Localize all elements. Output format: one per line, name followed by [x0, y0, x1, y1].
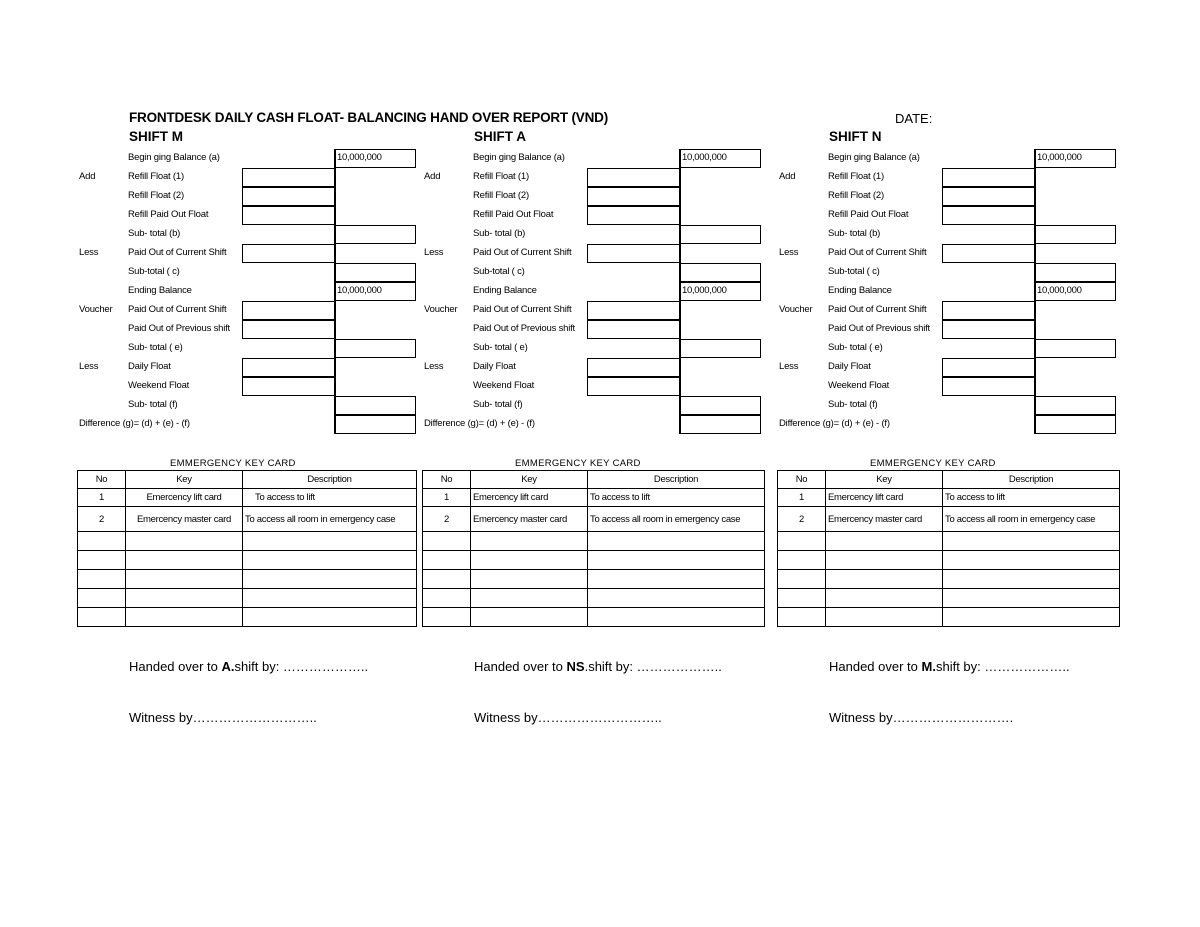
- table-cell: To access to lift: [243, 489, 417, 507]
- row-label: Refill Float (1): [828, 171, 884, 182]
- amount-input-box[interactable]: [587, 168, 681, 187]
- table-cell-empty[interactable]: [943, 551, 1120, 570]
- table-cell-empty[interactable]: [243, 608, 417, 627]
- table-cell-empty[interactable]: [126, 551, 243, 570]
- table-cell-empty[interactable]: [423, 570, 471, 589]
- subtotal-box[interactable]: [679, 396, 761, 415]
- table-row-empty: [423, 551, 765, 570]
- amount-input-box[interactable]: [587, 358, 681, 377]
- table-cell-empty[interactable]: [588, 589, 765, 608]
- table-cell: Emercency lift card: [471, 489, 588, 507]
- side-label-less: Less: [424, 247, 444, 258]
- table-cell: Emercency lift card: [126, 489, 243, 507]
- amount-input-box[interactable]: [242, 358, 336, 377]
- table-row: [778, 489, 1120, 507]
- date-label: DATE:: [895, 111, 933, 126]
- table-row-empty: [423, 608, 765, 627]
- table-row-empty: [423, 589, 765, 608]
- row-label: Ending Balance: [128, 285, 192, 296]
- row-label: Refill Float (2): [128, 190, 184, 201]
- ending-balance-box[interactable]: 10,000,000: [1034, 282, 1116, 301]
- handover-shift: M.: [921, 659, 936, 674]
- table-cell-empty[interactable]: [471, 589, 588, 608]
- handover-suffix: .shift by: ………………..: [584, 659, 722, 674]
- handover-suffix: shift by: ………………..: [935, 659, 1070, 674]
- row-label: Sub-total ( c): [828, 266, 880, 277]
- row-label: Sub- total (f): [128, 399, 178, 410]
- emergency-key-card-table: [77, 470, 417, 627]
- table-cell-empty[interactable]: [423, 551, 471, 570]
- column-header-description: Description: [943, 471, 1120, 489]
- handover-shift: A.: [221, 659, 235, 674]
- handover-prefix: Handed over to: [474, 659, 567, 674]
- table-cell-empty[interactable]: [588, 551, 765, 570]
- table-row: [423, 507, 765, 532]
- table-cell: 1: [423, 489, 471, 507]
- table-cell: 2: [423, 507, 471, 532]
- row-label: Paid Out of Current Shift: [473, 304, 572, 315]
- row-label: Paid Out of Current Shift: [828, 304, 927, 315]
- row-label: Sub- total ( e): [128, 342, 183, 353]
- table-cell-empty[interactable]: [778, 589, 826, 608]
- row-label: Refill Paid Out Float: [473, 209, 554, 220]
- amount-input-box[interactable]: [587, 301, 681, 320]
- row-label: Begin ging Balance (a): [828, 152, 920, 163]
- shift-title: SHIFT A: [474, 129, 526, 144]
- table-cell: To access all room in emergency case: [243, 507, 417, 532]
- amount-input-box[interactable]: [242, 187, 336, 206]
- row-label: Paid Out of Previous shift: [128, 323, 230, 334]
- column-divider: [1034, 149, 1036, 433]
- row-label: Daily Float: [828, 361, 871, 372]
- table-cell-empty[interactable]: [126, 589, 243, 608]
- column-header-key: Key: [826, 471, 943, 489]
- table-cell: Emercency master card: [471, 507, 588, 532]
- table-cell-empty[interactable]: [826, 551, 943, 570]
- table-cell-empty[interactable]: [826, 532, 943, 551]
- table-cell-empty[interactable]: [243, 570, 417, 589]
- row-label: Sub- total (b): [128, 228, 181, 239]
- emergency-key-card-table: [422, 470, 765, 627]
- row-label: Sub-total ( c): [128, 266, 180, 277]
- subtotal-box[interactable]: [679, 263, 761, 282]
- ending-balance-box[interactable]: 10,000,000: [334, 282, 416, 301]
- emergency-key-card-title: EMMERGENCY KEY CARD: [170, 458, 296, 469]
- column-header-no: No: [78, 471, 126, 489]
- table-cell-empty[interactable]: [126, 570, 243, 589]
- table-row-empty: [78, 551, 417, 570]
- column-header-no: No: [778, 471, 826, 489]
- table-cell-empty[interactable]: [826, 608, 943, 627]
- table-cell-empty[interactable]: [126, 608, 243, 627]
- subtotal-box[interactable]: [1034, 339, 1116, 358]
- row-label: Begin ging Balance (a): [473, 152, 565, 163]
- column-header-description: Description: [243, 471, 417, 489]
- table-cell: To access to lift: [943, 489, 1120, 507]
- table-cell-empty[interactable]: [243, 551, 417, 570]
- subtotal-box[interactable]: [334, 339, 416, 358]
- table-cell-empty[interactable]: [78, 570, 126, 589]
- table-cell: 1: [78, 489, 126, 507]
- amount-input-box[interactable]: [587, 377, 681, 396]
- table-cell-empty[interactable]: [778, 551, 826, 570]
- column-divider: [679, 149, 681, 433]
- side-label-less2: Less: [779, 361, 799, 372]
- row-label: Daily Float: [473, 361, 516, 372]
- table-cell: 2: [78, 507, 126, 532]
- subtotal-box[interactable]: [1034, 263, 1116, 282]
- row-label: Paid Out of Current Shift: [128, 304, 227, 315]
- side-label-add: Add: [779, 171, 796, 182]
- column-header-key: Key: [471, 471, 588, 489]
- table-row-empty: [778, 570, 1120, 589]
- amount-input-box[interactable]: [942, 206, 1036, 225]
- row-label: Weekend Float: [828, 380, 890, 391]
- table-cell-empty[interactable]: [778, 532, 826, 551]
- row-label: Paid Out of Current Shift: [128, 247, 227, 258]
- amount-input-box[interactable]: [242, 301, 336, 320]
- subtotal-box[interactable]: [679, 339, 761, 358]
- table-row-empty: [423, 532, 765, 551]
- row-label: Paid Out of Current Shift: [473, 247, 572, 258]
- side-label-less2: Less: [424, 361, 444, 372]
- table-cell-empty[interactable]: [78, 589, 126, 608]
- subtotal-box[interactable]: [334, 396, 416, 415]
- amount-input-box[interactable]: [587, 244, 681, 263]
- side-label-voucher: Voucher: [424, 304, 458, 315]
- row-label: Weekend Float: [128, 380, 190, 391]
- table-cell-empty[interactable]: [243, 589, 417, 608]
- witness-line: Witness by………………………..: [129, 710, 317, 725]
- table-cell-empty[interactable]: [423, 589, 471, 608]
- row-label: Refill Float (1): [473, 171, 529, 182]
- row-label: Paid Out of Previous shift: [828, 323, 930, 334]
- table-cell: 2: [778, 507, 826, 532]
- table-cell-empty[interactable]: [78, 532, 126, 551]
- amount-input-box[interactable]: [942, 320, 1036, 339]
- row-label: Sub- total ( e): [473, 342, 528, 353]
- side-label-voucher: Voucher: [779, 304, 813, 315]
- table-cell-empty[interactable]: [943, 608, 1120, 627]
- amount-input-box[interactable]: [942, 301, 1036, 320]
- table-row: [423, 489, 765, 507]
- side-label-less: Less: [79, 247, 99, 258]
- handover-prefix: Handed over to: [829, 659, 922, 674]
- table-cell-empty[interactable]: [826, 589, 943, 608]
- table-cell-empty[interactable]: [778, 570, 826, 589]
- table-cell: To access all room in emergency case: [588, 507, 765, 532]
- amount-input-box[interactable]: [242, 206, 336, 225]
- table-cell: To access to lift: [588, 489, 765, 507]
- table-cell: Emercency master card: [826, 507, 943, 532]
- table-cell: To access all room in emergency case: [943, 507, 1120, 532]
- row-label: Sub- total (b): [828, 228, 881, 239]
- amount-input-box[interactable]: [242, 244, 336, 263]
- amount-input-box[interactable]: [587, 187, 681, 206]
- subtotal-box[interactable]: [334, 263, 416, 282]
- handover-line: [829, 659, 1070, 674]
- handover-line: [474, 659, 722, 674]
- table-cell-empty[interactable]: [471, 532, 588, 551]
- row-label: Sub- total (f): [473, 399, 523, 410]
- subtotal-box[interactable]: [1034, 225, 1116, 244]
- table-header-row: [778, 471, 1120, 489]
- amount-input-box[interactable]: [942, 244, 1036, 263]
- row-label: Ending Balance: [473, 285, 537, 296]
- amount-input-box[interactable]: [587, 206, 681, 225]
- table-row-empty: [78, 570, 417, 589]
- amount-input-box[interactable]: [942, 168, 1036, 187]
- table-cell-empty[interactable]: [471, 551, 588, 570]
- table-cell: Emercency master card: [126, 507, 243, 532]
- table-row-empty: [778, 589, 1120, 608]
- subtotal-box[interactable]: [679, 225, 761, 244]
- row-label: Refill Float (2): [473, 190, 529, 201]
- table-row: [78, 507, 417, 532]
- side-label-voucher: Voucher: [79, 304, 113, 315]
- emergency-key-card-title: EMMERGENCY KEY CARD: [515, 458, 641, 469]
- subtotal-box[interactable]: [679, 415, 761, 434]
- side-label-add: Add: [79, 171, 96, 182]
- row-label-difference: Difference (g)= (d) + (e) - (f): [79, 418, 190, 429]
- table-row-empty: [778, 608, 1120, 627]
- row-label-difference: Difference (g)= (d) + (e) - (f): [779, 418, 890, 429]
- table-cell-empty[interactable]: [588, 608, 765, 627]
- table-cell-empty[interactable]: [778, 608, 826, 627]
- table-row-empty: [778, 532, 1120, 551]
- column-header-key: Key: [126, 471, 243, 489]
- beginning-balance-box[interactable]: 10,000,000: [1034, 149, 1116, 168]
- ending-balance-box[interactable]: 10,000,000: [679, 282, 761, 301]
- table-row: [778, 507, 1120, 532]
- table-cell-empty[interactable]: [471, 608, 588, 627]
- row-label: Sub- total (f): [828, 399, 878, 410]
- emergency-key-card-title: EMMERGENCY KEY CARD: [870, 458, 996, 469]
- shift-title: SHIFT N: [829, 129, 882, 144]
- row-label: Sub-total ( c): [473, 266, 525, 277]
- table-cell-empty[interactable]: [826, 570, 943, 589]
- row-label: Weekend Float: [473, 380, 535, 391]
- handover-line: [129, 659, 368, 674]
- side-label-add: Add: [424, 171, 441, 182]
- table-cell-empty[interactable]: [243, 532, 417, 551]
- subtotal-box[interactable]: [1034, 415, 1116, 434]
- row-label: Refill Float (1): [128, 171, 184, 182]
- amount-input-box[interactable]: [242, 168, 336, 187]
- amount-input-box[interactable]: [587, 320, 681, 339]
- amount-input-box[interactable]: [942, 358, 1036, 377]
- row-label: Sub- total ( e): [828, 342, 883, 353]
- table-cell: Emercency lift card: [826, 489, 943, 507]
- table-cell-empty[interactable]: [78, 551, 126, 570]
- handover-prefix: Handed over to: [129, 659, 222, 674]
- row-label: Ending Balance: [828, 285, 892, 296]
- table-cell-empty[interactable]: [588, 532, 765, 551]
- table-cell-empty[interactable]: [588, 570, 765, 589]
- row-label: Refill Paid Out Float: [128, 209, 209, 220]
- table-cell-empty[interactable]: [126, 532, 243, 551]
- column-divider: [334, 149, 336, 433]
- table-cell-empty[interactable]: [943, 532, 1120, 551]
- subtotal-box[interactable]: [1034, 396, 1116, 415]
- row-label: Refill Paid Out Float: [828, 209, 909, 220]
- witness-line: Witness by………………………..: [474, 710, 662, 725]
- table-row-empty: [78, 589, 417, 608]
- table-cell-empty[interactable]: [78, 608, 126, 627]
- table-cell-empty[interactable]: [423, 608, 471, 627]
- row-label: Sub- total (b): [473, 228, 526, 239]
- witness-line: Witness by……………………….: [829, 710, 1014, 725]
- row-label-difference: Difference (g)= (d) + (e) - (f): [424, 418, 535, 429]
- table-header-row: [78, 471, 417, 489]
- column-header-no: No: [423, 471, 471, 489]
- table-cell-empty[interactable]: [471, 570, 588, 589]
- table-cell: 1: [778, 489, 826, 507]
- row-label: Paid Out of Current Shift: [828, 247, 927, 258]
- row-label: Paid Out of Previous shift: [473, 323, 575, 334]
- table-row-empty: [78, 532, 417, 551]
- beginning-balance-box[interactable]: 10,000,000: [679, 149, 761, 168]
- table-cell-empty[interactable]: [943, 570, 1120, 589]
- table-row: [78, 489, 417, 507]
- handover-shift: NS: [566, 659, 585, 674]
- subtotal-box[interactable]: [334, 225, 416, 244]
- beginning-balance-box[interactable]: 10,000,000: [334, 149, 416, 168]
- table-row-empty: [778, 551, 1120, 570]
- amount-input-box[interactable]: [242, 377, 336, 396]
- table-cell-empty[interactable]: [943, 589, 1120, 608]
- handover-suffix: shift by: ………………..: [234, 659, 369, 674]
- row-label: Begin ging Balance (a): [128, 152, 220, 163]
- emergency-key-card-table: [777, 470, 1120, 627]
- table-row-empty: [423, 570, 765, 589]
- subtotal-box[interactable]: [334, 415, 416, 434]
- shift-title: SHIFT M: [129, 129, 183, 144]
- side-label-less2: Less: [79, 361, 99, 372]
- report-title: FRONTDESK DAILY CASH FLOAT- BALANCING HAND OVER REPORT (VND): [129, 110, 609, 125]
- table-row-empty: [78, 608, 417, 627]
- row-label: Refill Float (2): [828, 190, 884, 201]
- column-header-description: Description: [588, 471, 765, 489]
- row-label: Daily Float: [128, 361, 171, 372]
- side-label-less: Less: [779, 247, 799, 258]
- table-header-row: [423, 471, 765, 489]
- table-cell-empty[interactable]: [423, 532, 471, 551]
- amount-input-box[interactable]: [242, 320, 336, 339]
- amount-input-box[interactable]: [942, 187, 1036, 206]
- amount-input-box[interactable]: [942, 377, 1036, 396]
